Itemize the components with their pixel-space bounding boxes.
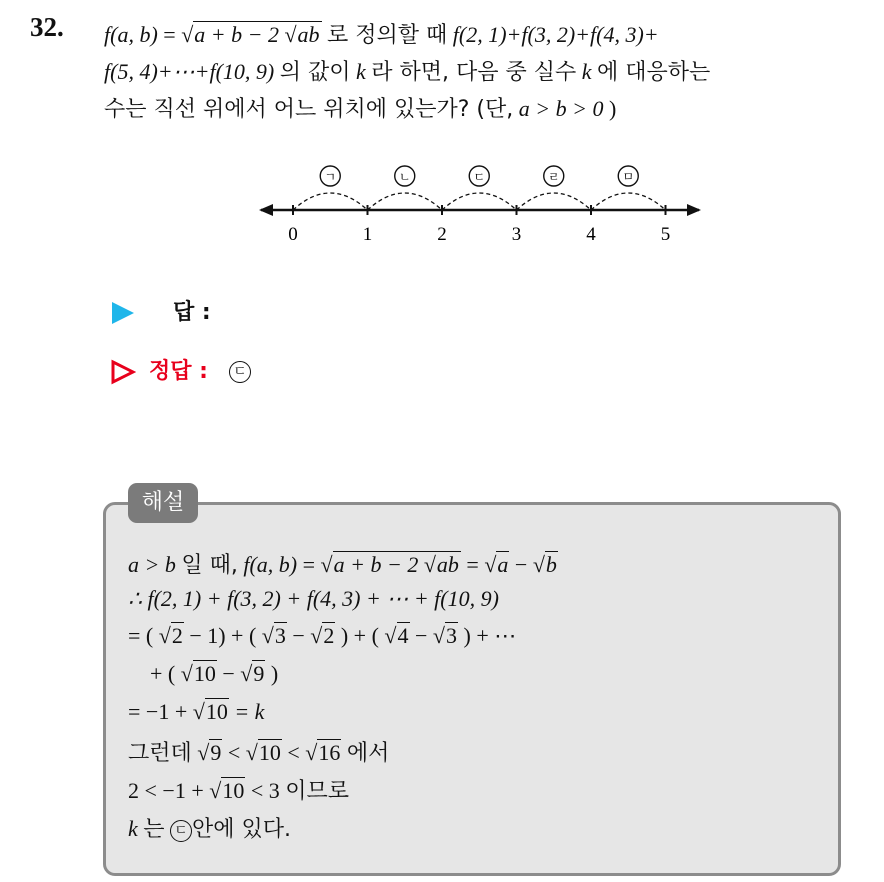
problem-text: 로 정의할 때 (327, 23, 448, 48)
region-label: ㄷ (473, 170, 486, 184)
solution-line-3: = ( √2 − 1) + ( √3 − √2 ) + ( √4 − √3 ) + ⋯ (128, 623, 517, 648)
sum-expression-cont: f(5, 4)+⋯+f(10, 9) (104, 59, 275, 84)
var-k: k (581, 59, 592, 84)
tick-label: 2 (437, 224, 447, 245)
correct-answer-row (110, 354, 251, 385)
sqrt-expression: √a + b − 2 √ab (181, 22, 320, 47)
region-arc (368, 193, 443, 210)
region-arc (293, 193, 368, 210)
right-arrow-icon (687, 204, 701, 216)
sum-expression: f(2, 1)+f(3, 2)+f(4, 3)+ (452, 22, 659, 47)
play-arrow-icon (110, 300, 136, 326)
region-label: ㄹ (547, 170, 560, 184)
correct-answer-value: ㄷ (229, 361, 251, 383)
tick-label: 0 (288, 224, 298, 245)
problem-line-3: 수는 직선 위에서 어느 위치에 있는가? (단, a > b > 0 ) (104, 96, 617, 122)
sqrt-expression: √a + b − 2 √ab (320, 552, 459, 577)
tick-label: 4 (586, 224, 596, 245)
problem-line-2: f(5, 4)+⋯+f(10, 9) 의 값이 k 라 하면, 다음 중 실수 k 에 대응하는 (104, 59, 711, 85)
region-label: ㅁ (622, 170, 635, 184)
tick-label: 5 (660, 224, 671, 245)
f-ab: f(a, b) (104, 22, 158, 47)
answer-label: 답 : (173, 300, 211, 325)
correct-answer-label: 정답 : (149, 359, 208, 384)
solution-line-1: a > b 일 때, f(a, b) = √a + b − 2 √ab = √a − √b (128, 552, 557, 578)
number-line (255, 160, 705, 245)
solution-line-5: = −1 + √10 = k (128, 699, 265, 724)
question-number: 32. (30, 12, 64, 42)
tick-label: 3 (511, 224, 522, 245)
outline-arrow-icon (110, 359, 136, 385)
var-k: k (355, 59, 366, 84)
condition: a > b > 0 (518, 96, 604, 121)
problem-line-1 (104, 18, 659, 49)
solution-line-4: + ( √10 − √9 ) (150, 661, 279, 686)
solution-line-7: 2 < −1 + √10 < 3 이므로 (128, 778, 349, 804)
solution-line-6: 그런데 √9 < √10 < √16 에서 (128, 740, 390, 766)
tick-label: 1 (362, 224, 373, 245)
solution-line-2: ∴ f(2, 1) + f(3, 2) + f(4, 3) + ⋯ + f(10, 9) (128, 586, 499, 611)
solution-tag: 해설 (128, 483, 198, 523)
region-label: ㄱ (324, 170, 337, 184)
region-label: ㄴ (398, 170, 411, 184)
left-arrow-icon (259, 204, 273, 216)
region-arc (591, 193, 666, 210)
solution-line-8: k 는 ㄷ 안에 있다. (128, 816, 292, 842)
equals: = (163, 22, 176, 47)
answer-row (110, 295, 211, 326)
region-mark: ㄷ (170, 820, 192, 842)
region-arc (517, 193, 592, 210)
region-arc (442, 193, 517, 210)
